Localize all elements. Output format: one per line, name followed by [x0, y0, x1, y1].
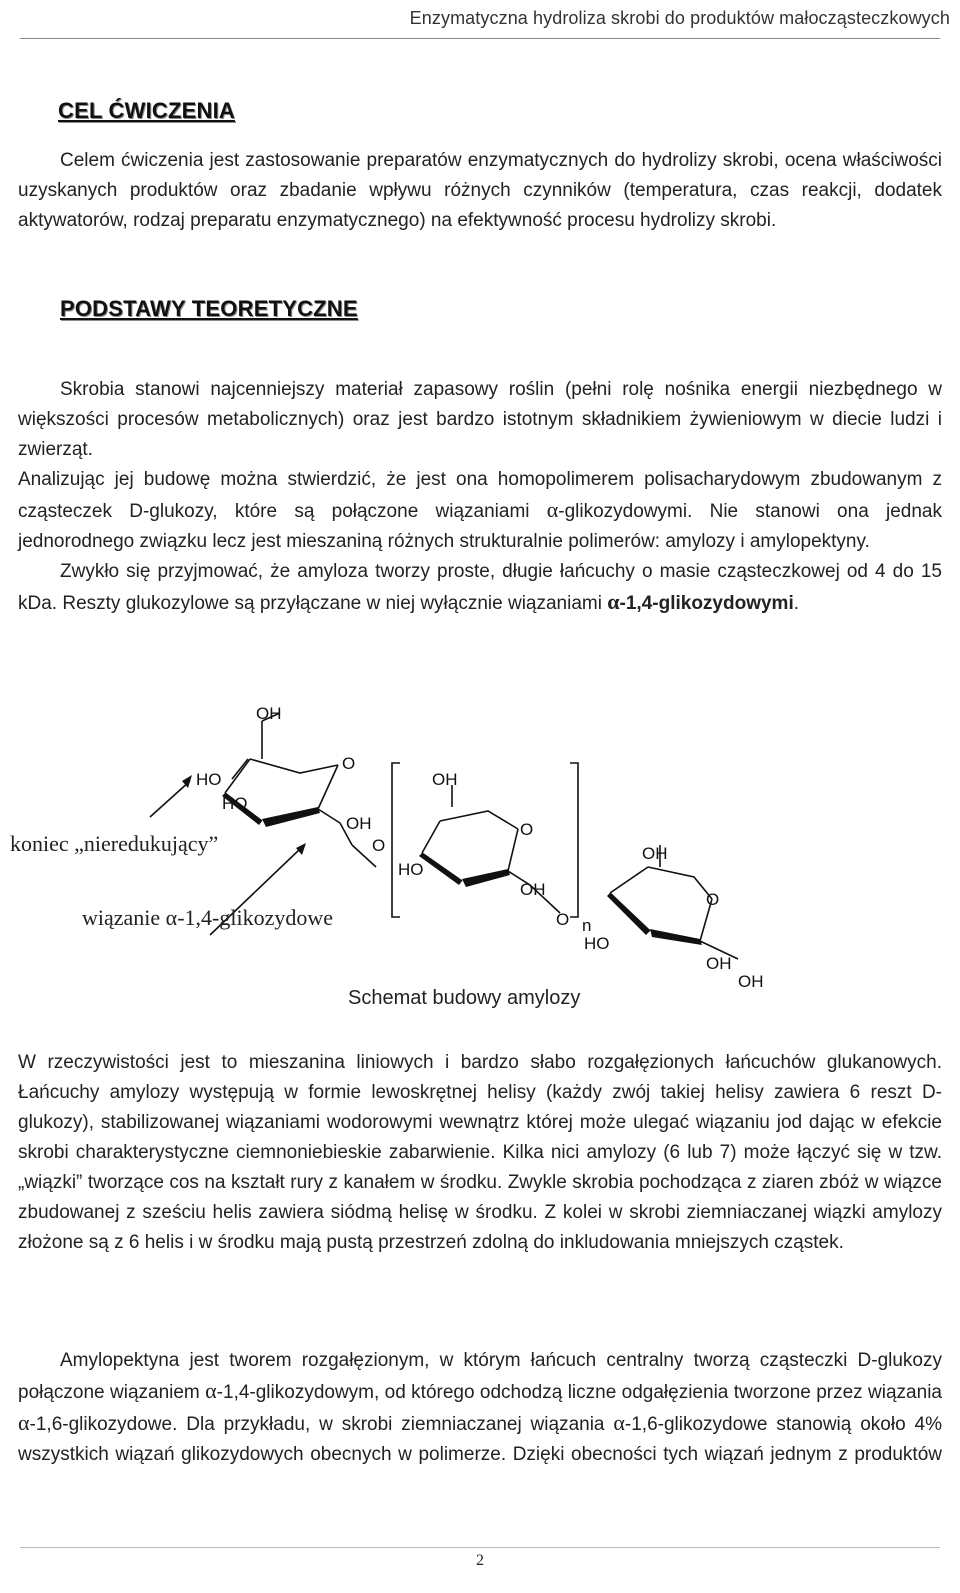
p5-text-c: -1,6-glikozydowe. Dla przykładu, w skrobi ziemniaczanej wiązania: [29, 1414, 614, 1435]
p3-text-a: Zwykło się przyjmować, że amyloza tworzy proste, długie łańcuchy o masie cząsteczkowej od 4 do 15 kDa. Reszty glukozylowe są przyłączane w niej wyłącznie wiązaniami: [18, 561, 942, 614]
header-rule: [20, 38, 940, 39]
atom-o: O: [556, 910, 570, 929]
atom-ho: HO: [196, 770, 222, 789]
alpha-symbol: α: [613, 1410, 625, 1435]
theory-paragraph-3: [18, 557, 942, 619]
atom-ho: HO: [584, 934, 610, 953]
alpha-symbol: α: [546, 497, 559, 522]
theory-paragraph-1: Skrobia stanowi najcenniejszy materiał zapasowy roślin (pełni rolę nośnika energii niezbędnego w większości procesów metabolicznych) oraz jest bardzo istotnym składnikiem żywieniowym w diecie ludzi i zwierząt.: [18, 379, 942, 460]
section-heading-goal: CEL ĆWICZENIA: [58, 98, 235, 123]
label-glycosidic-bond: [82, 905, 333, 931]
bond-text-b: -1,4-glikozydowe: [177, 905, 333, 930]
alpha-symbol: α: [607, 589, 620, 614]
atom-o: O: [342, 754, 356, 773]
alpha-symbol: α: [18, 1410, 30, 1435]
atom-o: O: [520, 820, 534, 839]
repeat-index-n: n: [582, 916, 592, 935]
footer-rule: [20, 1547, 940, 1548]
atom-oh: OH: [432, 770, 458, 789]
bond-text-a: wiązanie: [82, 905, 166, 930]
p5-text-b: -1,4-glikozydowym, od którego odchodzą liczne odgałęzienia tworzone przez wiązania: [216, 1382, 942, 1403]
goal-text: Celem ćwiczenia jest zastosowanie preparatów enzymatycznych do hydrolizy skrobi, ocena właściwości uzyskanych produktów oraz zbadanie wpływu różnych czynników (temperatura, czas reakcji, dodatek aktywatorów, rodzaj preparatu enzymatycznego) na efektywność procesu hydrolizy skrobi.: [18, 150, 942, 231]
figure-caption: Schemat budowy amylozy: [348, 987, 581, 1009]
amylose-structure-figure: [0, 695, 960, 1025]
amylose-structure-diagram: [0, 695, 960, 1025]
atom-oh: OH: [642, 844, 668, 863]
p3-bold-term: -1,4-glikozydowymi: [619, 593, 794, 614]
atom-oh: OH: [738, 972, 764, 991]
atom-oh: OH: [256, 704, 282, 723]
label-nonreducing-end: koniec „nieredukujący”: [10, 831, 219, 856]
section-heading-theory: PODSTAWY TEORETYCZNE: [60, 296, 358, 321]
body-paragraph-4: W rzeczywistości jest to mieszanina liniowych i bardzo słabo rozgałęzionych łańcuchów glukanowych. Łańcuchy amylozy występują w formie lewoskrętnej helisy (każdy zwój takiej helisy zawiera 6 reszt D-glukozy), stabilizowanej wiązaniami wodorowymi wewnątrz której może ulegać wiązaniu jod dając w efekcie skrobi charakterystyczne ciemnoniebieskie zabarwienie. Kilka nici amylozy (6 lub 7) może łączyć się w tzw. „wiązki” tworzące cos na kształt rury z kanałem w środku. Zwykle skrobia pochodząca z ziaren zbóż w wiązce zbudowanej z sześciu helis zawiera siódmą helisę w środku. Z kolei w skrobi ziemniaczanej wiązki amylozy złożone są z 6 helis i w środku mają pustą przestrzeń zdolną do inkludowania mniejszych cząstek.: [18, 1052, 942, 1253]
body-paragraph-5: [18, 1346, 942, 1470]
atom-ho: HO: [398, 860, 424, 879]
atom-oh: OH: [706, 954, 732, 973]
alpha-symbol: α: [165, 905, 178, 930]
alpha-symbol: α: [205, 1378, 217, 1403]
page-number: 2: [476, 1552, 484, 1569]
amylopectin-paragraph: [18, 1346, 942, 1470]
p2-text-b: -glikozydowymi. Nie stanowi ona jednak jednorodnego związku lecz jest mieszaniną różnych strukturalnie polimerów: amylozy i amylopektyny.: [18, 501, 942, 552]
atom-o: O: [706, 890, 720, 909]
goal-paragraph: [18, 146, 942, 236]
p2-text-a: Analizując jej budowę można stwierdzić, że jest ona homopolimerem polisacharydowym zbudowanym z cząsteczek D-glukozy, które są połączone wiązaniami: [18, 469, 942, 522]
atom-ho: HO: [222, 794, 248, 813]
amylose-paragraph: [18, 1048, 942, 1258]
theory-paragraph-2: [18, 465, 942, 557]
p3-end: .: [793, 593, 799, 614]
p5-text-a: Amylopektyna jest tworem rozgałęzionym, w którym łańcuch centralny tworzą cząsteczki D-glukozy połączone wiązaniem: [18, 1350, 942, 1403]
atom-oh: OH: [346, 814, 372, 833]
p5-text-d: -1,6-glikozydowe stanowią około 4% wszystkich wiązań glikozydowych obecnych w polimerze. Dzięki obecności tych wiązań jednym z produktów: [18, 1414, 942, 1465]
theory-paragraphs: [18, 375, 942, 619]
running-header: Enzymatyczna hydroliza skrobi do produktów małocząsteczkowych: [409, 8, 950, 28]
atom-o: O: [372, 836, 386, 855]
atom-oh: OH: [520, 880, 546, 899]
